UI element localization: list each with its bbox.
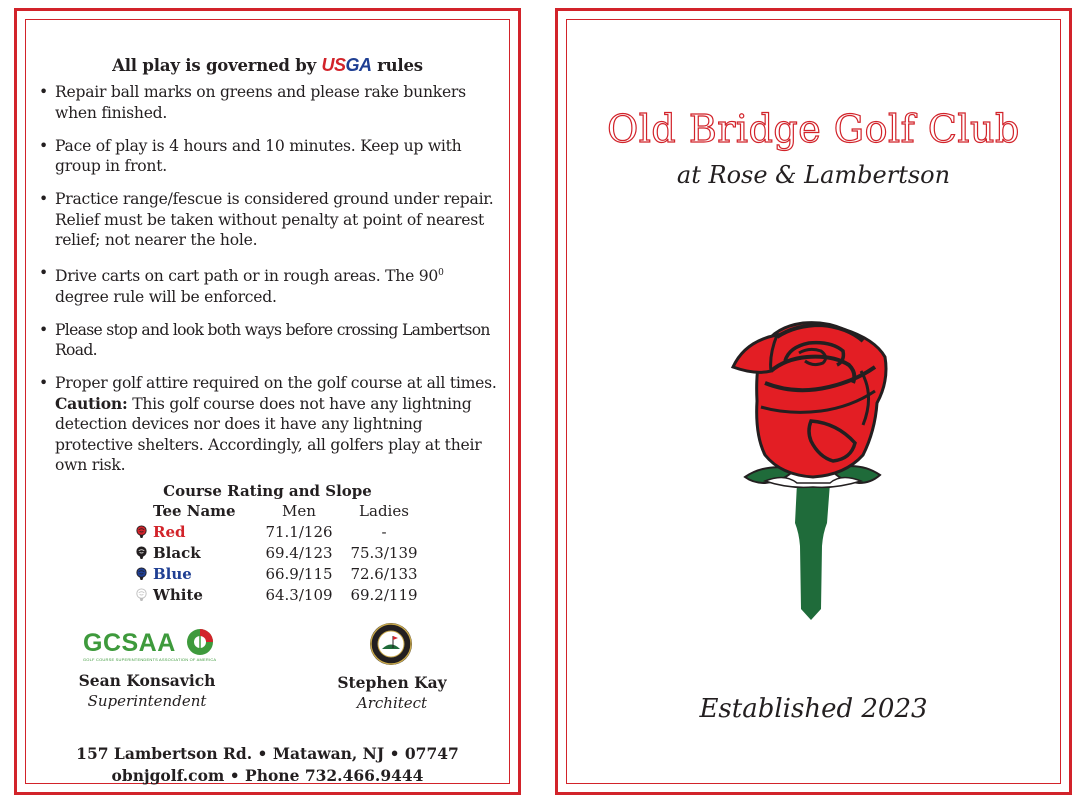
tee-name: Red [153,523,186,541]
asgca-seal-icon [369,622,413,666]
tee-cell [135,543,259,564]
gcsaa-logo [83,625,215,661]
header-tee: Tee Name [153,502,236,520]
tee-name: Black [153,544,201,562]
rating-header-row [135,501,429,522]
rating-row [135,522,429,543]
superintendent-credit [72,671,222,710]
gcsaa-tagline: GOLF COURSE SUPERINTENDENTS ASSOCIATION OF AMERICA [83,657,217,662]
rule-item [39,320,501,361]
tee-rose-icon [135,544,148,557]
rule-text: Repair ball marks on greens and please rake bunkers when finished. [55,83,466,122]
architect-name: Stephen Kay [337,673,447,692]
rule-text: Please stop and look both ways before crossing Lambertson Road. [55,320,490,360]
usga-logo [322,55,372,75]
rule-item [39,263,501,307]
tee-cell [135,585,259,606]
tee-rose-icon [135,565,148,578]
rules-heading [17,55,518,76]
gcsaa-wordmark: GCSAA [83,629,176,657]
tee-rose-icon [135,523,148,536]
rule-text: Pace of play is 4 hours and 10 minutes. Keep up with group in front. [55,136,462,175]
rules-list [39,82,501,488]
tee-name: Blue [153,565,192,583]
ladies-value: - [381,523,387,541]
rule-item [39,189,501,251]
rule-item [39,82,501,123]
rose-icon [725,311,900,621]
tee-name: White [153,586,203,604]
architect-role: Architect [356,694,428,712]
ladies-value: 75.3/139 [350,544,418,562]
ladies-value: 72.6/133 [350,565,418,583]
rule-text-suffix: degree rule will be enforced. [55,287,277,306]
ladies-value: 69.2/119 [350,586,418,604]
degree-sup: 0 [438,268,444,278]
rating-row [135,585,429,606]
address-line: 157 Lambertson Rd. • Matawan, NJ • 07747 [76,744,459,763]
superintendent-role: Superintendent [87,692,207,710]
architect-credit [332,673,452,712]
tee-cell [135,522,259,543]
rule-item [39,136,501,177]
rule-text: Proper golf attire required on the golf course at all times. [55,374,497,393]
men-value: 66.9/115 [265,565,333,583]
rating-row [135,564,429,585]
club-title: Old Bridge Golf Club [607,107,1020,151]
men-value: 69.4/123 [265,544,333,562]
rating-row [135,543,429,564]
usga-logo-us: US [321,55,346,75]
men-value: 64.3/109 [265,586,333,604]
caution-label: Caution: [55,393,128,413]
usga-logo-ga: GA [345,55,372,75]
rule-item [39,373,501,476]
men-value: 71.1/126 [265,523,333,541]
established-text: Established 2023 [699,694,928,724]
rule-text: Practice range/fescue is considered ground under repair. Relief must be taken without penalty at point of nearest relief; not nearer the hole. [55,190,494,249]
header-men: Men [282,502,316,520]
heading-suffix: rules [377,56,423,75]
rating-title: Course Rating and Slope [163,482,372,500]
club-subtitle: at Rose & Lambertson [676,161,951,189]
cover-panel [555,8,1072,795]
heading-prefix: All play is governed by [112,56,316,75]
contact-line: obnjgolf.com • Phone 732.466.9444 [111,766,424,785]
gcsaa-flag-icon [185,627,215,657]
rules-panel [14,8,521,795]
superintendent-name: Sean Konsavich [78,671,216,690]
rating-table [135,501,429,606]
rule-text: Drive carts on cart path or in rough areas. The 90 [55,267,439,286]
header-ladies: Ladies [359,502,409,520]
caution-text: This golf course does not have any lightning detection devices nor does it have any lightning protective shelters. Accordingly, all golfers play at their own risk. [55,394,482,475]
tee-rose-icon [135,586,148,599]
tee-cell [135,564,259,585]
